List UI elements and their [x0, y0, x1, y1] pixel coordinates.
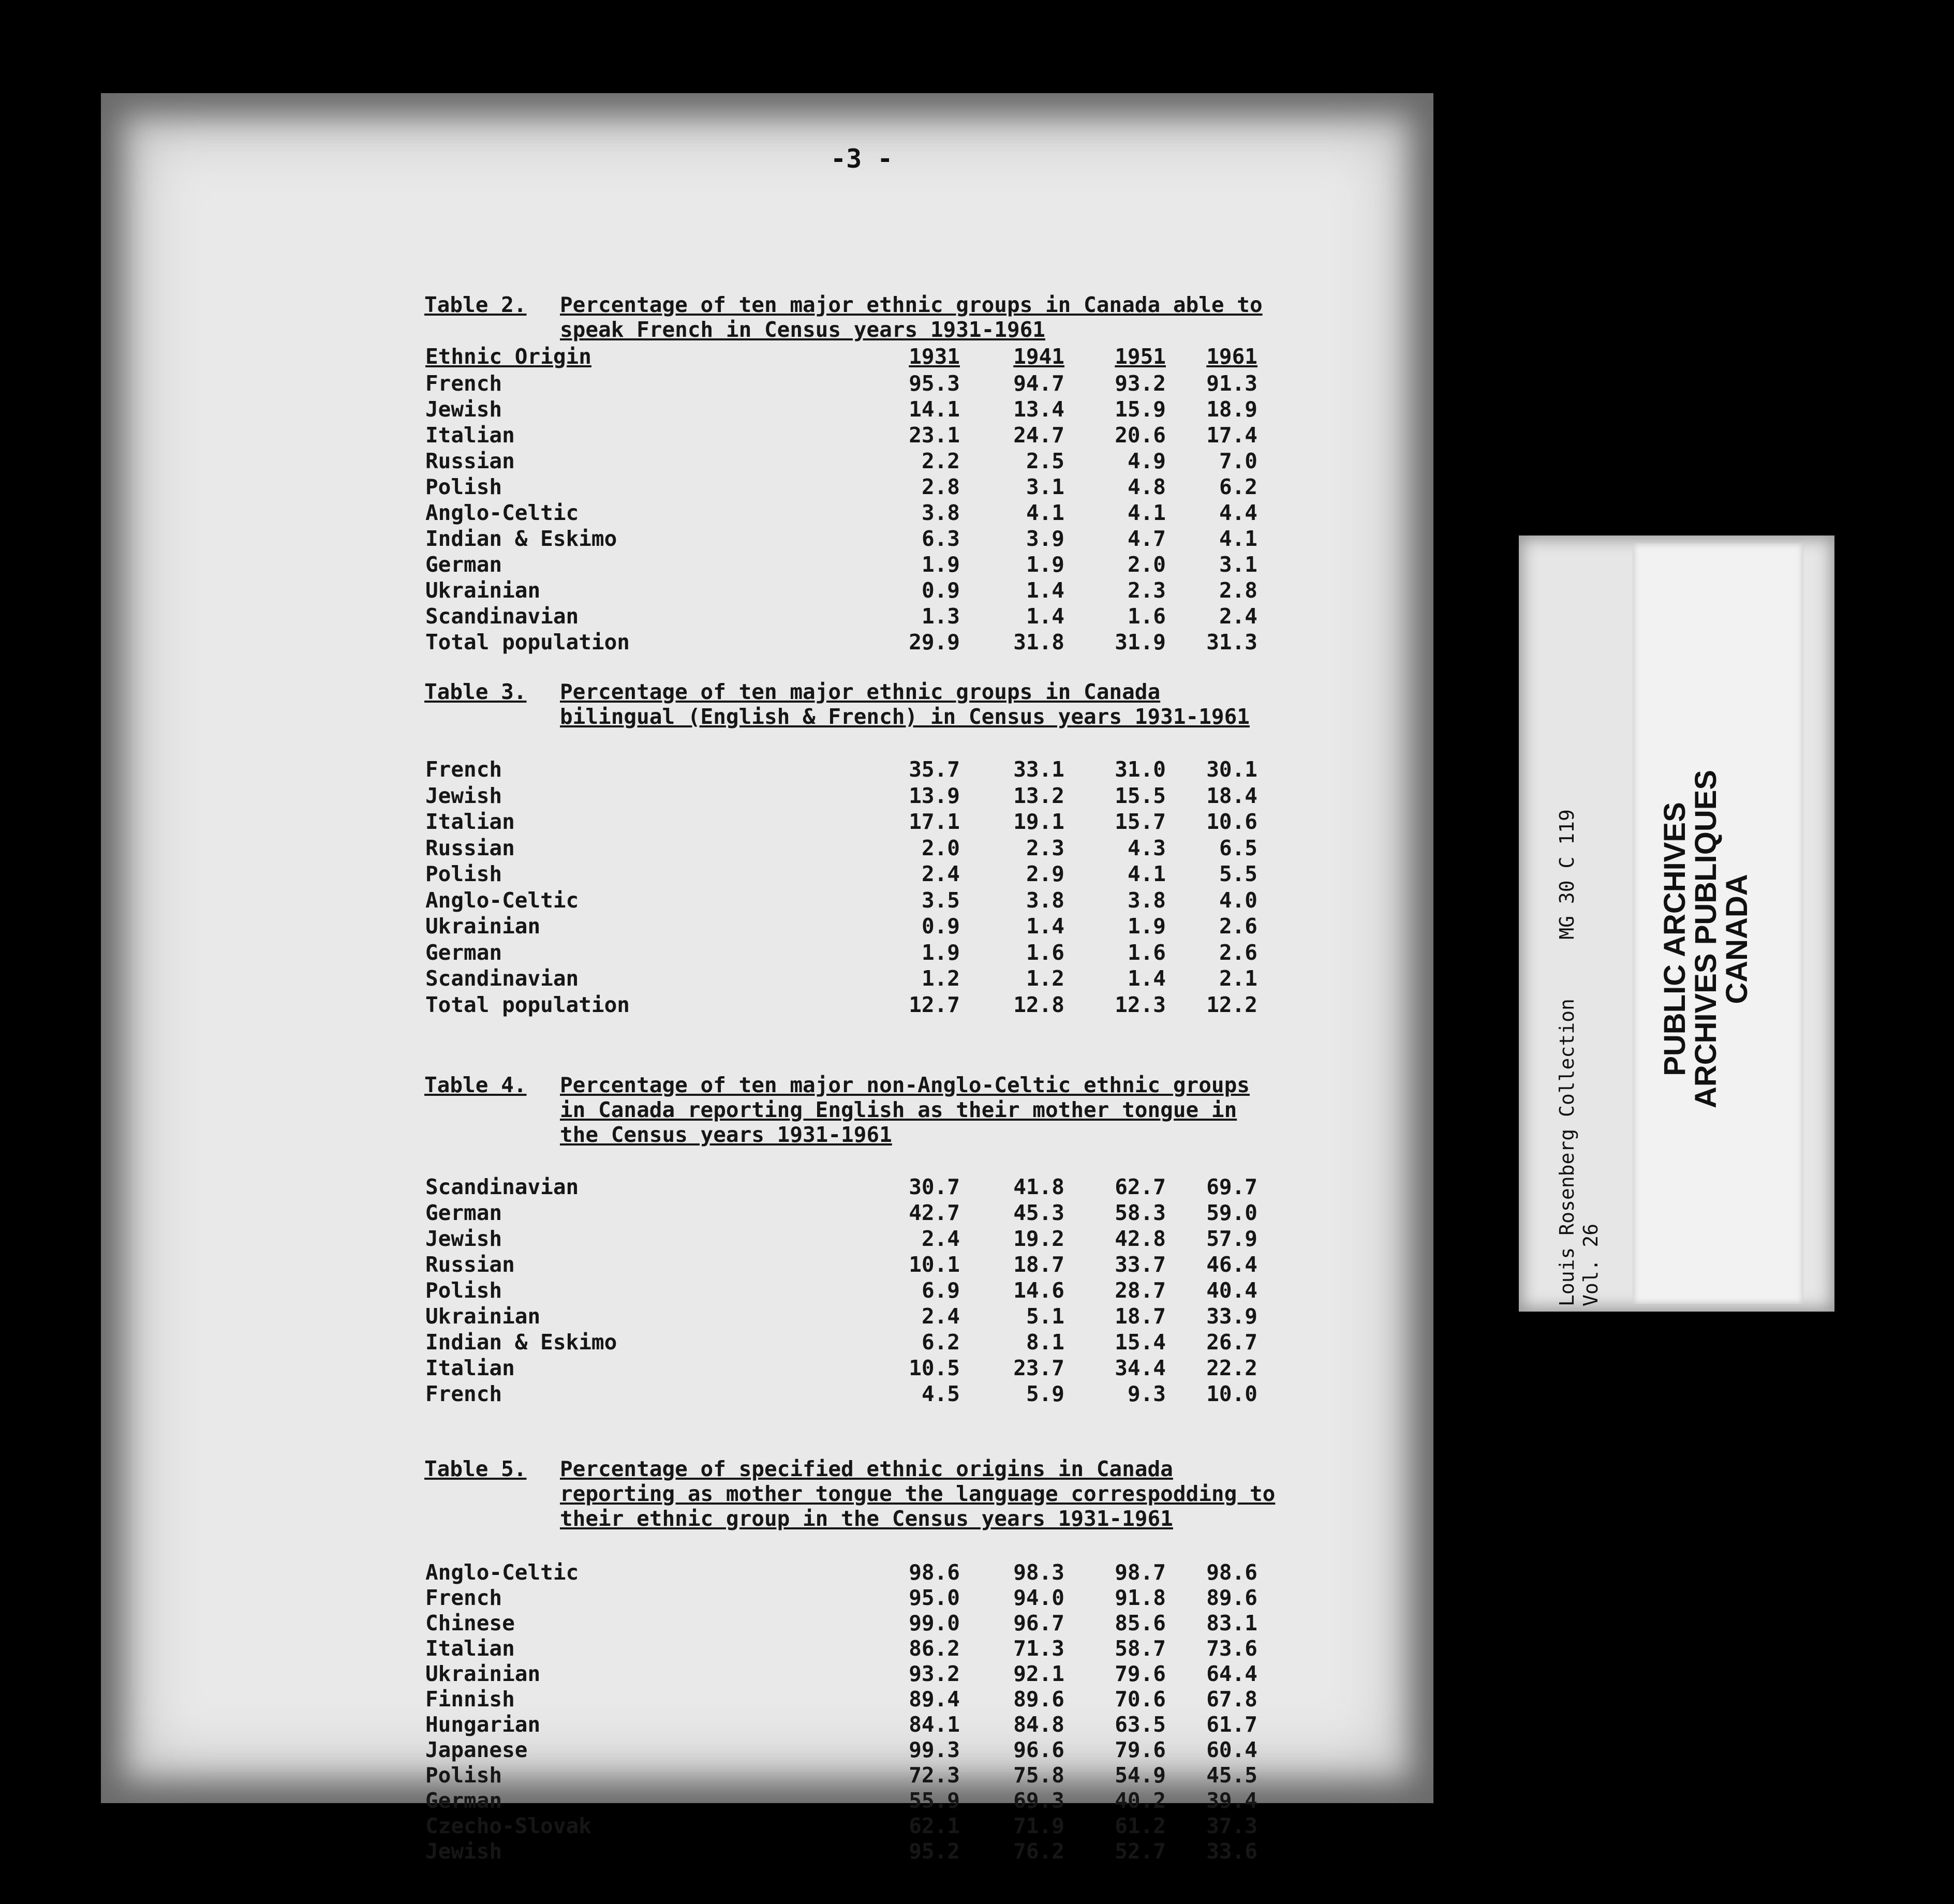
percentage-cell: 72.3 — [909, 1763, 960, 1788]
table-row — [101, 914, 1433, 940]
ethnic-origin-cell: Anglo-Celtic — [425, 500, 579, 525]
archive-label-card — [1519, 536, 1834, 1312]
percentage-cell: 33.1 — [1013, 757, 1064, 782]
ethnic-origin-cell: Chinese — [425, 1611, 515, 1635]
ethnic-origin-cell: Italian — [425, 809, 515, 834]
document-page — [101, 93, 1433, 1864]
percentage-cell: 98.3 — [1013, 1560, 1064, 1585]
table-row — [101, 1839, 1433, 1865]
percentage-cell: 95.3 — [909, 371, 960, 396]
ethnic-origin-cell: Anglo-Celtic — [425, 887, 579, 913]
percentage-cell: 1.4 — [1026, 604, 1064, 629]
ethnic-origin-cell: German — [425, 940, 502, 965]
percentage-cell: 10.6 — [1206, 809, 1257, 834]
table-row — [101, 552, 1433, 578]
percentage-cell: 98.7 — [1115, 1560, 1166, 1585]
percentage-cell: 0.9 — [921, 914, 960, 939]
ethnic-origin-cell: Polish — [425, 1763, 502, 1788]
percentage-cell: 64.4 — [1206, 1661, 1257, 1686]
percentage-cell: 89.6 — [1013, 1687, 1064, 1712]
percentage-cell: 12.2 — [1206, 992, 1257, 1017]
percentage-cell: 1.6 — [1127, 940, 1166, 965]
table-title: Percentage of specified ethnic origins in Canada reporting as mother tongue the language correspodding to their ethnic group in the Census years 1931-1961 — [560, 1456, 1276, 1531]
ethnic-origin-cell: French — [425, 1585, 502, 1610]
table-row — [101, 861, 1433, 887]
percentage-cell: 5.9 — [1026, 1381, 1064, 1406]
percentage-cell: 22.2 — [1206, 1356, 1257, 1380]
percentage-cell: 10.0 — [1206, 1381, 1257, 1406]
percentage-cell: 69.3 — [1013, 1788, 1064, 1813]
table-row — [101, 397, 1433, 423]
percentage-cell: 18.7 — [1115, 1304, 1166, 1329]
percentage-cell: 57.9 — [1206, 1226, 1257, 1251]
percentage-cell: 89.6 — [1206, 1585, 1257, 1610]
table-row — [101, 1661, 1433, 1687]
ethnic-origin-cell: Scandinavian — [425, 604, 579, 629]
percentage-cell: 84.8 — [1013, 1712, 1064, 1737]
percentage-cell: 18.4 — [1206, 783, 1257, 808]
percentage-cell: 59.0 — [1206, 1200, 1257, 1225]
percentage-cell: 13.9 — [909, 783, 960, 808]
percentage-cell: 28.7 — [1115, 1278, 1166, 1303]
ethnic-origin-cell: German — [425, 552, 502, 577]
column-header-year: 1941 — [1013, 344, 1064, 369]
percentage-cell: 91.3 — [1206, 371, 1257, 396]
ethnic-origin-cell: Total population — [425, 992, 630, 1017]
ethnic-origin-cell: Russian — [425, 835, 515, 860]
percentage-cell: 92.1 — [1013, 1661, 1064, 1686]
percentage-cell: 75.8 — [1013, 1763, 1064, 1788]
percentage-cell: 13.4 — [1013, 397, 1064, 422]
table-row — [101, 1737, 1433, 1763]
percentage-cell: 30.7 — [909, 1174, 960, 1199]
percentage-cell: 6.2 — [1219, 474, 1257, 499]
percentage-cell: 6.2 — [921, 1330, 960, 1355]
ethnic-origin-cell: Czecho-Slovak — [425, 1813, 591, 1838]
percentage-cell: 96.6 — [1013, 1737, 1064, 1762]
percentage-cell: 67.8 — [1206, 1687, 1257, 1712]
percentage-cell: 4.1 — [1219, 526, 1257, 551]
percentage-cell: 2.5 — [1026, 449, 1064, 473]
percentage-cell: 71.3 — [1013, 1636, 1064, 1661]
percentage-cell: 1.4 — [1127, 966, 1166, 991]
percentage-cell: 70.6 — [1115, 1687, 1166, 1712]
percentage-cell: 10.5 — [909, 1356, 960, 1380]
ethnic-origin-cell: Jewish — [425, 397, 502, 422]
percentage-cell: 33.7 — [1115, 1252, 1166, 1277]
ethnic-origin-cell: Anglo-Celtic — [425, 1560, 579, 1585]
ethnic-origin-cell: Japanese — [425, 1737, 528, 1762]
percentage-cell: 4.3 — [1127, 835, 1166, 860]
ethnic-origin-cell: Scandinavian — [425, 966, 579, 991]
percentage-cell: 33.9 — [1206, 1304, 1257, 1329]
percentage-cell: 1.9 — [921, 552, 960, 577]
percentage-cell: 30.1 — [1206, 757, 1257, 782]
percentage-cell: 2.9 — [1026, 861, 1064, 886]
percentage-cell: 2.1 — [1219, 966, 1257, 991]
percentage-cell: 1.4 — [1026, 914, 1064, 939]
percentage-cell: 86.2 — [909, 1636, 960, 1661]
ethnic-origin-cell: Finnish — [425, 1687, 515, 1712]
ethnic-origin-cell: Russian — [425, 449, 515, 473]
percentage-cell: 4.0 — [1219, 887, 1257, 913]
ethnic-origin-cell: Jewish — [425, 1839, 502, 1864]
ethnic-origin-cell: Ukrainian — [425, 578, 541, 603]
table-row — [101, 604, 1433, 630]
percentage-cell: 31.0 — [1115, 757, 1166, 782]
percentage-cell: 2.4 — [1219, 604, 1257, 629]
percentage-cell: 4.1 — [1127, 500, 1166, 525]
ethnic-origin-cell: Hungarian — [425, 1712, 541, 1737]
collection-name: Louis Rosenberg Collection — [1556, 999, 1578, 1306]
percentage-cell: 83.1 — [1206, 1611, 1257, 1635]
percentage-cell: 61.7 — [1206, 1712, 1257, 1737]
percentage-cell: 29.9 — [909, 630, 960, 654]
ethnic-origin-cell: French — [425, 1381, 502, 1406]
archives-stamp — [1660, 742, 1753, 1136]
percentage-cell: 2.8 — [921, 474, 960, 499]
percentage-cell: 2.4 — [921, 861, 960, 886]
percentage-cell: 31.9 — [1115, 630, 1166, 654]
percentage-cell: 35.7 — [909, 757, 960, 782]
percentage-cell: 15.4 — [1115, 1330, 1166, 1355]
table-title: Percentage of ten major ethnic groups in Canada able to speak French in Census years 1931-1961 — [560, 292, 1263, 342]
collection-volume: Vol. 26 — [1579, 1223, 1602, 1306]
percentage-cell: 76.2 — [1013, 1839, 1064, 1864]
percentage-cell: 3.5 — [921, 887, 960, 913]
archives-line-3: CANADA — [1720, 874, 1754, 1004]
ethnic-origin-cell: Ukrainian — [425, 914, 541, 939]
percentage-cell: 15.9 — [1115, 397, 1166, 422]
table-row — [101, 1330, 1433, 1356]
table-row — [101, 809, 1433, 835]
percentage-cell: 6.3 — [921, 526, 960, 551]
percentage-cell: 2.3 — [1026, 835, 1064, 860]
column-header-year: 1951 — [1115, 344, 1166, 369]
table-row — [101, 526, 1433, 552]
percentage-cell: 1.6 — [1026, 940, 1064, 965]
percentage-cell: 40.4 — [1206, 1278, 1257, 1303]
table-row — [101, 836, 1433, 861]
percentage-cell: 1.3 — [921, 604, 960, 629]
ethnic-origin-cell: Russian — [425, 1252, 515, 1277]
percentage-cell: 60.4 — [1206, 1737, 1257, 1762]
percentage-cell: 2.4 — [921, 1304, 960, 1329]
percentage-cell: 1.9 — [1026, 552, 1064, 577]
table-row — [101, 1304, 1433, 1330]
ethnic-origin-cell: Ukrainian — [425, 1661, 541, 1686]
percentage-cell: 98.6 — [909, 1560, 960, 1585]
archives-line-2: ARCHIVES PUBLIQUES — [1689, 769, 1723, 1109]
table-row — [101, 1174, 1433, 1200]
table-row — [101, 992, 1433, 1018]
table-row — [101, 500, 1433, 526]
percentage-cell: 45.3 — [1013, 1200, 1064, 1225]
percentage-cell: 95.2 — [909, 1839, 960, 1864]
archives-line-1: PUBLIC ARCHIVES — [1658, 802, 1692, 1076]
percentage-cell: 62.7 — [1115, 1174, 1166, 1199]
percentage-cell: 15.5 — [1115, 783, 1166, 808]
percentage-cell: 95.0 — [909, 1585, 960, 1610]
percentage-cell: 89.4 — [909, 1687, 960, 1712]
table-title: Percentage of ten major ethnic groups in Canada bilingual (English & French) in Census years 1931-1961 — [560, 679, 1250, 729]
percentage-cell: 14.1 — [909, 397, 960, 422]
percentage-cell: 79.6 — [1115, 1737, 1166, 1762]
percentage-cell: 42.7 — [909, 1200, 960, 1225]
table-row — [101, 1200, 1433, 1226]
percentage-cell: 3.8 — [1127, 887, 1166, 913]
percentage-cell: 4.5 — [921, 1381, 960, 1406]
table-row — [101, 1763, 1433, 1789]
table-row — [101, 1381, 1433, 1407]
table-row — [101, 1278, 1433, 1304]
table-label: Table 2. — [424, 292, 527, 317]
ethnic-origin-cell: Italian — [425, 1636, 515, 1661]
percentage-cell: 37.3 — [1206, 1813, 1257, 1838]
ethnic-origin-cell: Polish — [425, 474, 502, 499]
percentage-cell: 5.5 — [1219, 861, 1257, 886]
percentage-cell: 4.1 — [1127, 861, 1166, 886]
percentage-cell: 17.1 — [909, 809, 960, 834]
percentage-cell: 39.4 — [1206, 1788, 1257, 1813]
table-title: Percentage of ten major non-Anglo-Celtic ethnic groups in Canada reporting English as their mother tongue in the Census years 1931-1961 — [560, 1073, 1250, 1147]
percentage-cell: 19.2 — [1013, 1226, 1064, 1251]
percentage-cell: 2.4 — [921, 1226, 960, 1251]
table-label: Table 3. — [424, 679, 527, 704]
page-number: -3 - — [831, 144, 893, 174]
ethnic-origin-cell: German — [425, 1200, 502, 1225]
percentage-cell: 1.2 — [921, 966, 960, 991]
percentage-cell: 24.7 — [1013, 423, 1064, 448]
table-row — [101, 1712, 1433, 1738]
percentage-cell: 58.7 — [1115, 1636, 1166, 1661]
percentage-cell: 4.4 — [1219, 500, 1257, 525]
percentage-cell: 99.3 — [909, 1737, 960, 1762]
percentage-cell: 1.6 — [1127, 604, 1166, 629]
percentage-cell: 58.3 — [1115, 1200, 1166, 1225]
table-row — [101, 1611, 1433, 1637]
percentage-cell: 31.3 — [1206, 630, 1257, 654]
percentage-cell: 14.6 — [1013, 1278, 1064, 1303]
percentage-cell: 2.0 — [921, 835, 960, 860]
ethnic-origin-cell: Indian & Eskimo — [425, 1330, 617, 1355]
percentage-cell: 2.6 — [1219, 940, 1257, 965]
percentage-cell: 12.3 — [1115, 992, 1166, 1017]
percentage-cell: 3.1 — [1026, 474, 1064, 499]
percentage-cell: 3.1 — [1219, 552, 1257, 577]
percentage-cell: 94.7 — [1013, 371, 1064, 396]
percentage-cell: 23.1 — [909, 423, 960, 448]
percentage-cell: 6.5 — [1219, 835, 1257, 860]
percentage-cell: 91.8 — [1115, 1585, 1166, 1610]
percentage-cell: 2.8 — [1219, 578, 1257, 603]
table-row — [101, 423, 1433, 449]
column-header-ethnic-origin: Ethnic Origin — [425, 344, 591, 369]
percentage-cell: 2.2 — [921, 449, 960, 473]
percentage-cell: 19.1 — [1013, 809, 1064, 834]
percentage-cell: 23.7 — [1013, 1356, 1064, 1380]
percentage-cell: 17.4 — [1206, 423, 1257, 448]
percentage-cell: 46.4 — [1206, 1252, 1257, 1277]
percentage-cell: 8.1 — [1026, 1330, 1064, 1355]
percentage-cell: 63.5 — [1115, 1712, 1166, 1737]
percentage-cell: 20.6 — [1115, 423, 1166, 448]
table-row — [101, 757, 1433, 783]
percentage-cell: 55.9 — [909, 1788, 960, 1813]
percentage-cell: 42.8 — [1115, 1226, 1166, 1251]
percentage-cell: 18.9 — [1206, 397, 1257, 422]
ethnic-origin-cell: French — [425, 757, 502, 782]
ethnic-origin-cell: Italian — [425, 1356, 515, 1380]
table-row — [101, 630, 1433, 656]
percentage-cell: 9.3 — [1127, 1381, 1166, 1406]
percentage-cell: 33.6 — [1206, 1839, 1257, 1864]
percentage-cell: 5.1 — [1026, 1304, 1064, 1329]
table-row — [101, 783, 1433, 809]
ethnic-origin-cell: Polish — [425, 861, 502, 886]
percentage-cell: 96.7 — [1013, 1611, 1064, 1635]
percentage-cell: 79.6 — [1115, 1661, 1166, 1686]
percentage-cell: 94.0 — [1013, 1585, 1064, 1610]
percentage-cell: 4.7 — [1127, 526, 1166, 551]
percentage-cell: 71.9 — [1013, 1813, 1064, 1838]
table-row — [101, 1560, 1433, 1586]
table-row — [101, 1356, 1433, 1381]
ethnic-origin-cell: Jewish — [425, 1226, 502, 1251]
percentage-cell: 54.9 — [1115, 1763, 1166, 1788]
percentage-cell: 4.9 — [1127, 449, 1166, 473]
ethnic-origin-cell: Ukrainian — [425, 1304, 541, 1329]
percentage-cell: 12.7 — [909, 992, 960, 1017]
percentage-cell: 13.2 — [1013, 783, 1064, 808]
percentage-cell: 85.6 — [1115, 1611, 1166, 1635]
percentage-cell: 1.9 — [921, 940, 960, 965]
percentage-cell: 26.7 — [1206, 1330, 1257, 1355]
table-label: Table 5. — [424, 1456, 527, 1481]
percentage-cell: 7.0 — [1219, 449, 1257, 473]
percentage-cell: 1.9 — [1127, 914, 1166, 939]
table-row — [101, 449, 1433, 474]
percentage-cell: 62.1 — [909, 1813, 960, 1838]
percentage-cell: 15.7 — [1115, 809, 1166, 834]
percentage-cell: 99.0 — [909, 1611, 960, 1635]
percentage-cell: 61.2 — [1115, 1813, 1166, 1838]
percentage-cell: 69.7 — [1206, 1174, 1257, 1199]
table-row — [101, 1226, 1433, 1252]
percentage-cell: 40.2 — [1115, 1788, 1166, 1813]
percentage-cell: 52.7 — [1115, 1839, 1166, 1864]
table-row — [101, 966, 1433, 992]
percentage-cell: 1.2 — [1026, 966, 1064, 991]
percentage-cell: 1.4 — [1026, 578, 1064, 603]
percentage-cell: 31.8 — [1013, 630, 1064, 654]
ethnic-origin-cell: Total population — [425, 630, 630, 654]
percentage-cell: 98.6 — [1206, 1560, 1257, 1585]
percentage-cell: 4.8 — [1127, 474, 1166, 499]
ethnic-origin-cell: Jewish — [425, 783, 502, 808]
percentage-cell: 45.5 — [1206, 1763, 1257, 1788]
percentage-cell: 2.0 — [1127, 552, 1166, 577]
percentage-cell: 93.2 — [1115, 371, 1166, 396]
table-row — [101, 1788, 1433, 1814]
percentage-cell: 3.9 — [1026, 526, 1064, 551]
table-row — [101, 1252, 1433, 1278]
table-row — [101, 940, 1433, 966]
collection-text — [1555, 809, 1603, 1306]
percentage-cell: 0.9 — [921, 578, 960, 603]
percentage-cell: 2.3 — [1127, 578, 1166, 603]
ethnic-origin-cell: French — [425, 371, 502, 396]
table-row — [101, 371, 1433, 397]
table-row — [101, 474, 1433, 500]
percentage-cell: 18.7 — [1013, 1252, 1064, 1277]
ethnic-origin-cell: German — [425, 1788, 502, 1813]
ethnic-origin-cell: Polish — [425, 1278, 502, 1303]
table-row — [101, 578, 1433, 604]
table-row — [101, 1636, 1433, 1662]
percentage-cell: 34.4 — [1115, 1356, 1166, 1380]
ethnic-origin-cell: Indian & Eskimo — [425, 526, 617, 551]
percentage-cell: 6.9 — [921, 1278, 960, 1303]
percentage-cell: 4.1 — [1026, 500, 1064, 525]
column-header-year: 1931 — [909, 344, 960, 369]
column-header-year: 1961 — [1206, 344, 1257, 369]
table-row — [101, 1585, 1433, 1611]
collection-code: MG 30 C 119 — [1556, 809, 1578, 940]
ethnic-origin-cell: Italian — [425, 423, 515, 448]
percentage-cell: 41.8 — [1013, 1174, 1064, 1199]
ethnic-origin-cell: Scandinavian — [425, 1174, 579, 1199]
percentage-cell: 10.1 — [909, 1252, 960, 1277]
table-row — [101, 888, 1433, 914]
table-row — [101, 1813, 1433, 1839]
percentage-cell: 2.6 — [1219, 914, 1257, 939]
percentage-cell: 3.8 — [921, 500, 960, 525]
table-label: Table 4. — [424, 1073, 527, 1097]
percentage-cell: 3.8 — [1026, 887, 1064, 913]
percentage-cell: 84.1 — [909, 1712, 960, 1737]
percentage-cell: 12.8 — [1013, 992, 1064, 1017]
percentage-cell: 73.6 — [1206, 1636, 1257, 1661]
table-row — [101, 1687, 1433, 1713]
percentage-cell: 93.2 — [909, 1661, 960, 1686]
